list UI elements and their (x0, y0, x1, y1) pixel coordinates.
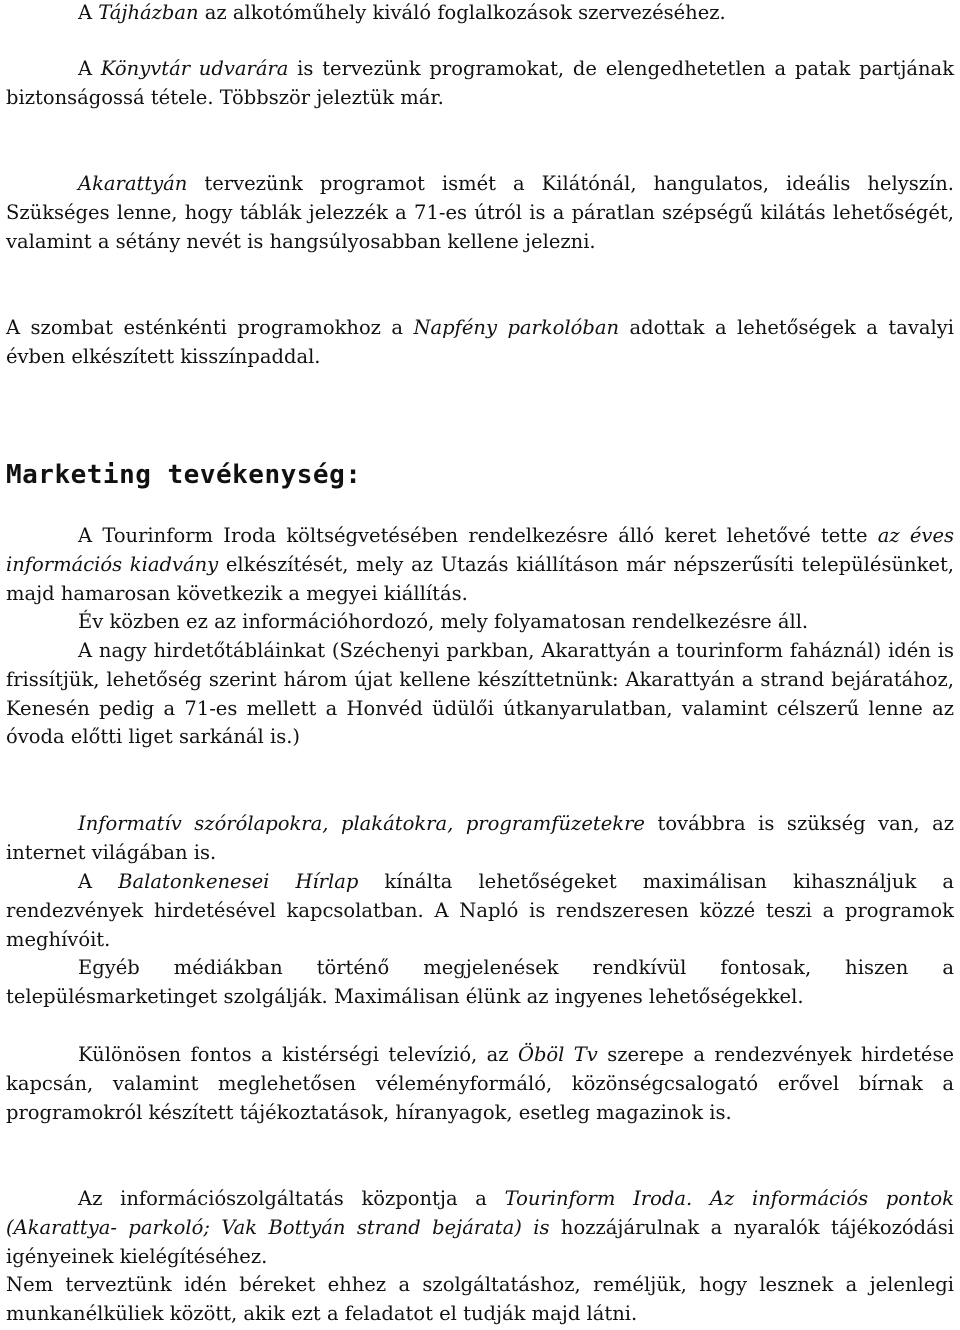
section-heading-marketing: Marketing tevékenység: (6, 460, 362, 490)
paragraph-hirlap: A Balatonkenesei Hírlap kínálta lehetőségeket maximálisan kihasználjuk a rendezvények hirdetésével kapcsolatban. A Napló is rendszeresen közzé teszi a programok meghívóit. (6, 870, 955, 951)
paragraph-tourinform-kiadvany: A Tourinform Iroda költségvetésében rendelkezésre álló keret lehetővé tette az éves információs kiadvány elkészítését, mely az Utazás kiállításon már népszerűsíti településünket, majd hamarosan következik a megyei kiállítás. (6, 524, 954, 605)
paragraph-szorolapok: Informatív szórólapokra, plakátokra, programfüzetekre továbbra is szükség van, az internet világában is. (6, 812, 954, 864)
paragraph-konyvtar: A Könyvtár udvarára is tervezünk programokat, de elengedhetetlen a patak partjának biztonságossá tétele. Többször jeleztük már. (6, 57, 955, 109)
paragraph-informacioszolgaltatas: Az információszolgáltatás központja a Tourinform Iroda. Az információs pontok (Akarattya- parkoló; Vak Bottyán strand bejárata) is hozzájárulnak a nyaralók tájékozódási igényeinek kielégítéséhez. (6, 1187, 954, 1268)
paragraph-tajhaz: A Tájházban az alkotóműhely kiváló foglalkozások szervezéséhez. (78, 1, 726, 24)
paragraph-obol-tv: Különösen fontos a kistérségi televízió, az Öböl Tv szerepe a rendezvények hirdetése kapcsán, valamint meglehetősen véleményformáló, közönségcsalogató erővel bírnak a programokról készített tájékoztatások, híranyagok, esetleg magazinok is. (6, 1043, 954, 1124)
paragraph-akarattya: Akarattyán tervezünk programot ismét a Kilátónál, hangulatos, ideális helyszín. Szükséges lenne, hogy táblák jelezzék a 71-es útról is a páratlan szépségű kilátás lehetőségét, valamint a sétány nevét is hangsúlyosabban kellene jelezni. (6, 172, 954, 253)
paragraph-napfeny: A szombat esténkénti programokhoz a Napfény parkolóban adottak a lehetőségek a tavalyi évben elkészített kisszínpaddal. (6, 316, 954, 368)
paragraph-hirdetotablak: A nagy hirdetőtábláinkat (Széchenyi parkban, Akarattyán a tourinform faháznál) idén is frissítjük, lehetőség szerint három újat kellene készíttetnünk: Akarattyán a strand bejáratához, Kenesén pedig a 71-es mellett a Honvéd üdülői útkanyarulatban, valamint célszerű lenne az óvoda előtti liget sarkánál is.) (6, 639, 954, 749)
paragraph-informaciohordozo: Év közben ez az információhordozó, mely folyamatosan rendelkezésre áll. (78, 610, 809, 633)
paragraph-berek: Nem terveztünk idén béreket ehhez a szolgáltatáshoz, reméljük, hogy lesznek a jelenlegi munkanélküliek között, akik ezt a feladatot el tudják majd látni. (6, 1273, 954, 1325)
paragraph-mediak: Egyéb médiákban történő megjelenések rendkívül fontosak, hiszen a településmarketinget szolgálják. Maximálisan élünk az ingyenes lehetőségekkel. (6, 956, 954, 1008)
